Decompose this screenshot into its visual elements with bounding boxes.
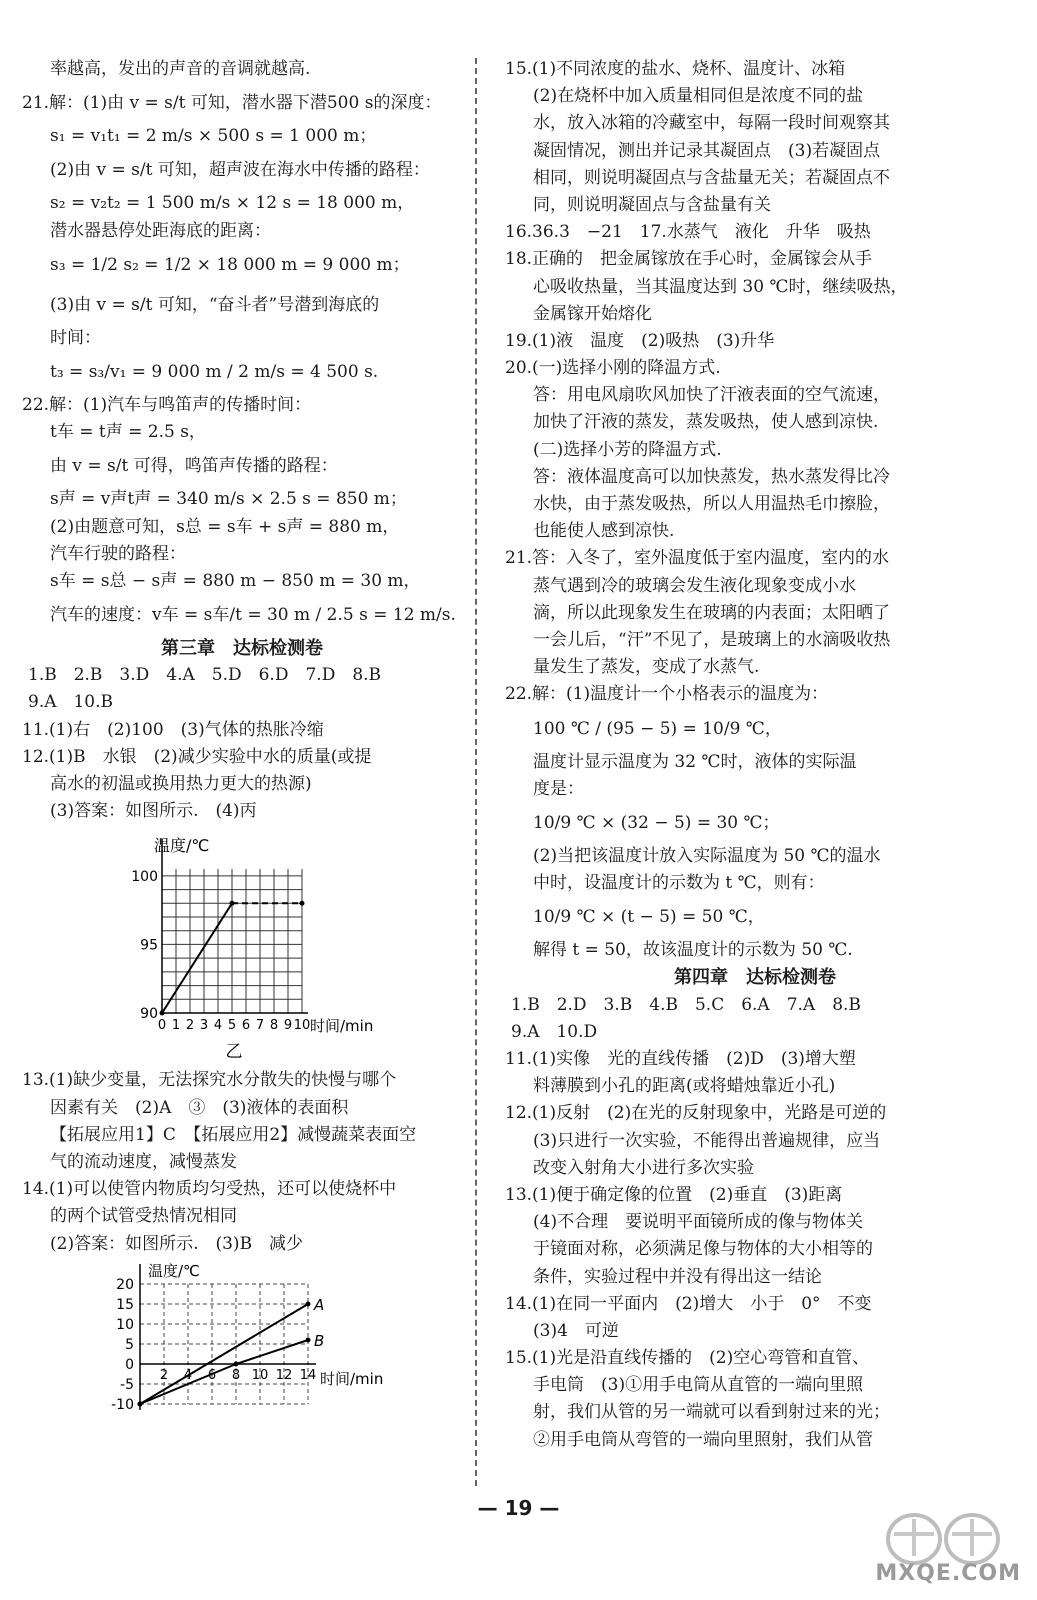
melting-chart bbox=[22, 1262, 462, 1432]
text-line: (2)答案：如图所示. (3)B 减少 bbox=[50, 1233, 304, 1254]
x-tick-label: 4 bbox=[183, 1367, 193, 1383]
question-20: 20.(一)选择小刚的降温方式. bbox=[505, 358, 721, 379]
text-line: 于镜面对称，必须满足像与物体的大小相等的 bbox=[533, 1239, 873, 1260]
x-tick-label: 5 bbox=[227, 1018, 237, 1034]
text-line: 手电筒 (3)①用手电筒从直管的一端向里照 bbox=[533, 1375, 864, 1396]
question-14: 14.(1)在同一平面内 (2)增大 小于 0° 不变 bbox=[505, 1293, 872, 1314]
question-15: 15.(1)光是沿直线传播的 (2)空心弯管和直管、 bbox=[505, 1348, 870, 1369]
text-line: (2)当把该温度计放入实际温度为 50 ℃的温水 bbox=[533, 845, 881, 866]
x-tick-label: 3 bbox=[199, 1018, 209, 1034]
text-line: 水，放入冰箱的冷藏室中，每隔一段时间观察其 bbox=[533, 113, 890, 134]
page-number: — 19 — bbox=[477, 1496, 560, 1520]
text-line: 加快了汗液的蒸发，蒸发吸热，使人感到凉快. bbox=[533, 412, 879, 433]
x-tick-label: 8 bbox=[269, 1018, 279, 1034]
x-tick-label: 12 bbox=[275, 1367, 293, 1383]
text-line: (3)答案：如图所示. (4)丙 bbox=[50, 801, 257, 822]
y-tick-label: 10 bbox=[116, 1316, 134, 1333]
text-line: s₃ = 1/2 s₂ = 1/2 × 18 000 m = 9 000 m； bbox=[50, 254, 410, 275]
x-tick-label: 14 bbox=[299, 1367, 317, 1383]
question-13: 13.(1)便于确定像的位置 (2)垂直 (3)距离 bbox=[505, 1184, 843, 1205]
text-line: 也能使人感到凉快. bbox=[533, 521, 675, 542]
question-15: 15.(1)不同浓度的盐水、烧杯、温度计、冰箱 bbox=[505, 59, 846, 79]
text-line: 条件，实验过程中并没有得出这一结论 bbox=[533, 1266, 822, 1287]
y-tick-label: 95 bbox=[140, 937, 158, 954]
question-13: 13.(1)缺少变量，无法探究水分散失的快慢与哪个 bbox=[22, 1070, 397, 1091]
y-tick-label: 100 bbox=[131, 869, 158, 886]
x-tick-label: 6 bbox=[207, 1367, 217, 1383]
question-18: 18.正确的 把金属镓放在手心时，金属镓会从手 bbox=[505, 249, 873, 270]
y-tick-label: -5 bbox=[120, 1376, 134, 1393]
x-tick-label: 10 bbox=[293, 1018, 311, 1034]
y-tick-label: 15 bbox=[116, 1296, 134, 1313]
text-line: (3)只进行一次实验，不能得出普遍规律，应当 bbox=[533, 1130, 881, 1151]
data-point bbox=[300, 901, 305, 906]
formula-line: 10/9 ℃ × (t − 5) = 50 ℃， bbox=[533, 907, 765, 928]
data-point bbox=[306, 1301, 311, 1306]
text-line: 【拓展应用1】C 【拓展应用2】减慢蔬菜表面空 bbox=[50, 1124, 417, 1145]
mc-answers: 9.A 10.D bbox=[511, 1021, 598, 1042]
boiling-chart bbox=[22, 829, 462, 1061]
y-axis-label: 温度/℃ bbox=[148, 1261, 200, 1280]
data-point bbox=[306, 1337, 311, 1342]
text-line: 蒸气遇到冷的玻璃会发生液化现象变成小水 bbox=[533, 575, 856, 596]
text-line: 汽车的速度：v车 = s车/t = 30 m / 2.5 s = 12 m/s. bbox=[50, 605, 456, 626]
text-line: 汽车行驶的路程： bbox=[50, 543, 186, 564]
text-line: 潜水器悬停处距海底的距离： bbox=[50, 220, 271, 241]
text-line: 凝固情况，测出并记录其凝固点 (3)若凝固点 bbox=[533, 140, 881, 161]
x-tick-label: 8 bbox=[231, 1367, 241, 1383]
column-divider bbox=[475, 58, 477, 1486]
text-line: s₂ = v₂t₂ = 1 500 m/s × 12 s = 18 000 m， bbox=[50, 193, 415, 214]
left-column bbox=[22, 56, 462, 1438]
text-line: 射，我们从管的另一端就可以看到射过来的光； bbox=[533, 1402, 890, 1423]
text-line: 同，则说明凝固点与含盐量有关 bbox=[533, 194, 771, 215]
question-22: 22.解：(1)汽车与鸣笛声的传播时间： bbox=[22, 394, 312, 415]
text-line: 高水的初温或换用热力更大的热源) bbox=[50, 774, 312, 794]
text-line: s₁ = v₁t₁ = 2 m/s × 500 s = 1 000 m； bbox=[50, 126, 377, 147]
right-column bbox=[505, 56, 1005, 1454]
text-line: t₃ = s₃/v₁ = 9 000 m / 2 m/s = 4 500 s. bbox=[50, 361, 379, 382]
text-line: 量发生了蒸发，变成了水蒸气. bbox=[533, 657, 760, 678]
text-line: ②用手电筒从弯管的一端向里照射，我们从管 bbox=[533, 1429, 873, 1450]
y-tick-label: 5 bbox=[125, 1336, 134, 1353]
text-line: (二)选择小芳的降温方式. bbox=[533, 439, 722, 460]
text-line: 答：用电风扇吹风加快了汗液表面的空气流速， bbox=[533, 385, 890, 406]
text-line: (2)由题意可知，s总 = s车 + s声 = 880 m， bbox=[50, 516, 400, 537]
text-line: 因素有关 (2)A ③ (3)液体的表面积 bbox=[50, 1097, 349, 1118]
formula-line: 100 ℃ / (95 − 5) = 10/9 ℃， bbox=[533, 718, 782, 739]
text-line: 答：液体温度高可以加快蒸发，热水蒸发得比冷 bbox=[533, 466, 890, 487]
x-axis-label: 时间/min bbox=[320, 1369, 384, 1388]
data-point bbox=[138, 1401, 143, 1406]
text-line: 改变入射角大小进行多次实验 bbox=[533, 1157, 754, 1178]
x-tick-label: 2 bbox=[159, 1367, 169, 1383]
x-tick-label: 1 bbox=[171, 1018, 181, 1034]
question-11: 11.(1)实像 光的直线传播 (2)D (3)增大塑 bbox=[505, 1049, 856, 1069]
text-line: (2)在烧杯中加入质量相同但是浓度不同的盐 bbox=[533, 86, 864, 107]
question-12: 12.(1)B 水银 (2)减少实验中水的质量(或提 bbox=[22, 746, 372, 767]
x-tick-label: 4 bbox=[213, 1018, 223, 1034]
text-line: (3)由 v = s/t 可知，“奋斗者”号潜到海底的 bbox=[50, 294, 380, 315]
x-axis-label: 时间/min bbox=[310, 1017, 374, 1036]
series-line-A bbox=[140, 1304, 308, 1404]
text-line: (2)由 v = s/t 可知，超声波在海水中传播的路程： bbox=[50, 160, 430, 181]
mc-answers: 1.B 2.B 3.D 4.A 5.D 6.D 7.D 8.B bbox=[28, 665, 382, 686]
text-line: 温度计显示温度为 32 ℃时，液体的实际温 bbox=[533, 751, 857, 772]
question-19: 19.(1)液 温度 (2)吸热 (3)升华 bbox=[505, 330, 775, 351]
text-line: 相同，则说明凝固点与含盐量无关；若凝固点不 bbox=[533, 167, 890, 188]
mc-answers: 1.B 2.D 3.B 4.B 5.C 6.A 7.A 8.B bbox=[511, 994, 861, 1015]
x-tick-label: 10 bbox=[251, 1367, 269, 1383]
question-12: 12.(1)反射 (2)在光的反射现象中，光路是可逆的 bbox=[505, 1103, 887, 1124]
mc-answers: 9.A 10.B bbox=[28, 692, 114, 713]
x-tick-label: 0 bbox=[157, 1018, 167, 1034]
chapter4-heading: 第四章 达标检测卷 bbox=[674, 967, 836, 989]
x-tick-label: 2 bbox=[185, 1018, 195, 1034]
formula-line: 10/9 ℃ × (32 − 5) = 30 ℃； bbox=[533, 812, 780, 833]
text-line: 率越高，发出的声音的音调就越高. bbox=[50, 59, 311, 79]
y-tick-label: 0 bbox=[125, 1356, 134, 1373]
text-line: 的两个试管受热情况相同 bbox=[50, 1206, 237, 1227]
x-tick-label: 9 bbox=[283, 1018, 293, 1034]
question-22: 22.解：(1)温度计一个小格表示的温度为： bbox=[505, 684, 829, 705]
chart-caption: 乙 bbox=[225, 1042, 243, 1062]
y-axis-label: 温度/℃ bbox=[154, 836, 210, 856]
text-line: 中时，设温度计的示数为 t ℃，则有： bbox=[533, 873, 825, 894]
text-line: 心吸收热量，当其温度达到 30 ℃时，继续吸热， bbox=[533, 276, 908, 297]
data-point bbox=[234, 1361, 239, 1366]
question-21: 21.答：入冬了，室外温度低于室内温度，室内的水 bbox=[505, 548, 890, 569]
text-line: 金属镓开始熔化 bbox=[533, 303, 652, 324]
chapter3-heading: 第三章 达标检测卷 bbox=[161, 638, 323, 660]
text-line: 滴，所以此现象发生在玻璃的内表面；太阳晒了 bbox=[533, 602, 890, 623]
text-line: 度是： bbox=[533, 778, 584, 799]
question-16-17: 16.36.3 −21 17.水蒸气 液化 升华 吸热 bbox=[505, 222, 871, 243]
y-tick-label: 20 bbox=[116, 1276, 134, 1293]
text-line: 气的流动速度，减慢蒸发 bbox=[50, 1151, 237, 1172]
question-14: 14.(1)可以使管内物质均匀受热，还可以使烧杯中 bbox=[22, 1179, 397, 1200]
text-line: 时间： bbox=[50, 327, 101, 348]
x-tick-label: 7 bbox=[255, 1018, 265, 1034]
text-line: 一会儿后，“汗”不见了，是玻璃上的水滴吸收热 bbox=[533, 629, 891, 650]
text-line: 水快，由于蒸发吸热，所以人用温热毛巾擦脸， bbox=[533, 494, 890, 514]
text-line: 解得 t = 50，故该温度计的示数为 50 ℃. bbox=[533, 940, 853, 961]
text-line: s车 = s总 − s声 = 880 m − 850 m = 30 m， bbox=[50, 570, 421, 591]
y-tick-label: 90 bbox=[140, 1006, 158, 1023]
text-line: t车 = t声 = 2.5 s， bbox=[50, 422, 206, 443]
series-label: B bbox=[314, 1331, 325, 1350]
text-line: 由 v = s/t 可得，鸣笛声传播的路程： bbox=[50, 456, 338, 477]
text-line: (3)4 可逆 bbox=[533, 1320, 619, 1341]
data-point bbox=[230, 901, 235, 906]
question-21: 21.解：(1)由 v = s/t 可知，潜水器下潜500 s的深度： bbox=[22, 93, 442, 114]
watermark-text: MXQE.COM bbox=[875, 1561, 1021, 1586]
y-tick-label: -10 bbox=[111, 1396, 134, 1413]
text-line: s声 = v声t声 = 340 m/s × 2.5 s = 850 m； bbox=[50, 489, 407, 510]
text-line: (4)不合理 要说明平面镜所成的像与物体关 bbox=[533, 1212, 864, 1233]
question-11: 11.(1)右 (2)100 (3)气体的热胀冷缩 bbox=[22, 719, 324, 740]
text-line: 料薄膜到小孔的距离(或将蜡烛靠近小孔) bbox=[533, 1076, 836, 1097]
x-tick-label: 6 bbox=[241, 1018, 251, 1034]
series-label: A bbox=[314, 1295, 325, 1314]
data-point bbox=[160, 1011, 165, 1016]
